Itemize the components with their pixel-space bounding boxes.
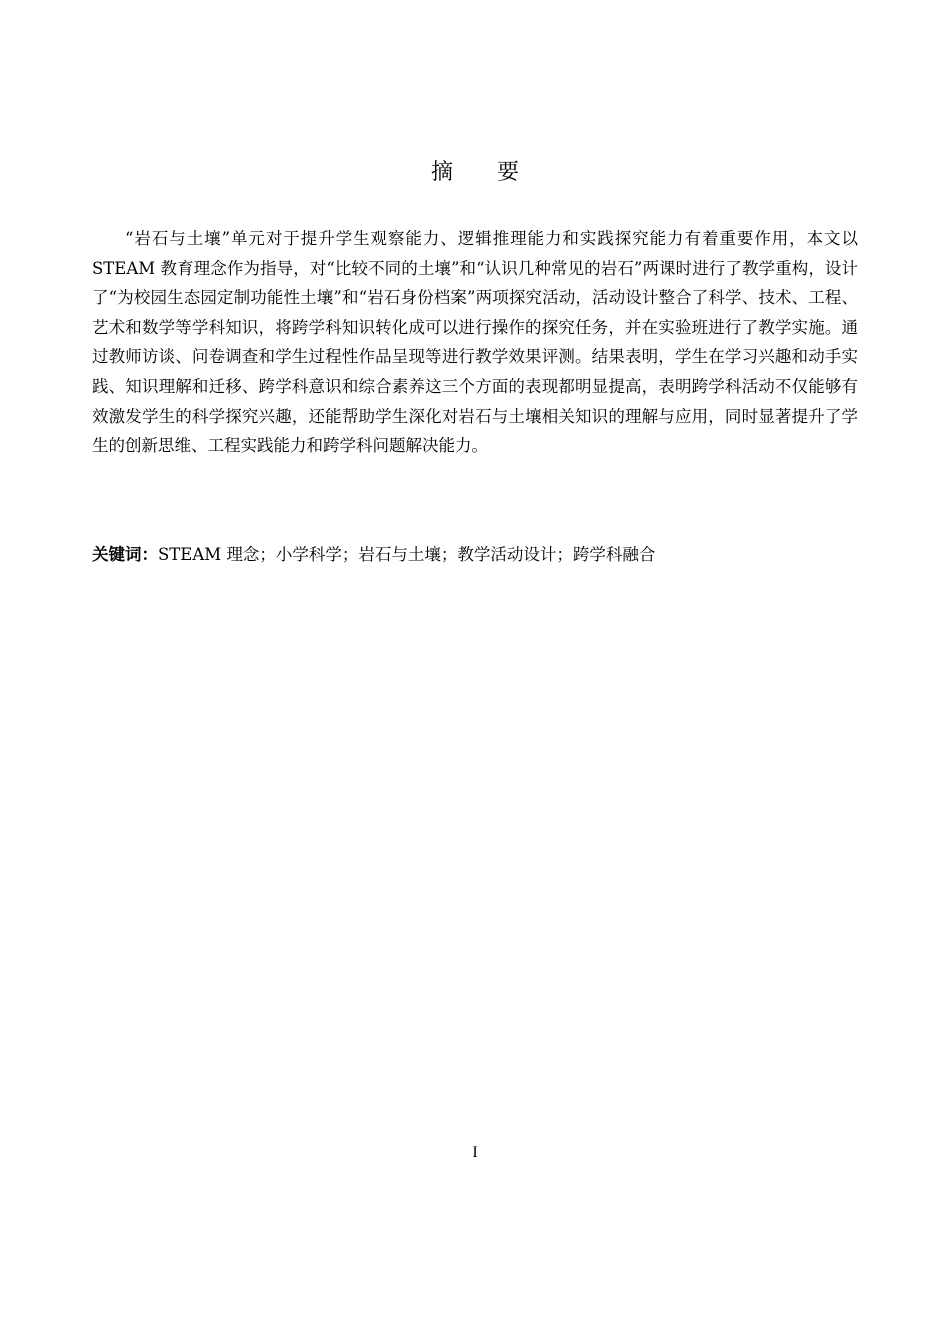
keywords-line [92, 540, 858, 570]
title-char-1: 摘 [430, 160, 453, 185]
keywords-label: 关键词： [92, 545, 158, 564]
page-title [0, 158, 950, 188]
title-char-2: 要 [497, 160, 520, 185]
keywords-text: STEAM 理念；小学科学；岩石与土壤；教学活动设计；跨学科融合 [158, 545, 656, 564]
abstract-paragraph: “岩石与土壤”单元对于提升学生观察能力、逻辑推理能力和实践探究能力有着重要作用，本文以 STEAM 教育理念作为指导，对“比较不同的土壤”和“认识几种常见的岩石”两课时进行了教学重构，设计了“为校园生态园定制功能性土壤”和“岩石身份档案”两项探究活动，活动设计整合了科学、技术、工程、艺术和数学等学科知识，将跨学科知识转化成可以进行操作的探究任务，并在实验班进行了教学实施。通过教师访谈、问卷调查和学生过程性作品呈现等进行教学效果评测。结果表明，学生在学习兴趣和动手实践、知识理解和迁移、跨学科意识和综合素养这三个方面的表现都明显提高，表明跨学科活动不仅能够有效激发学生的科学探究兴趣，还能帮助学生深化对岩石与土壤相关知识的理解与应用，同时显著提升了学生的创新思维、工程实践能力和跨学科问题解决能力。 [92, 229, 858, 456]
page-number: I [472, 1144, 478, 1161]
